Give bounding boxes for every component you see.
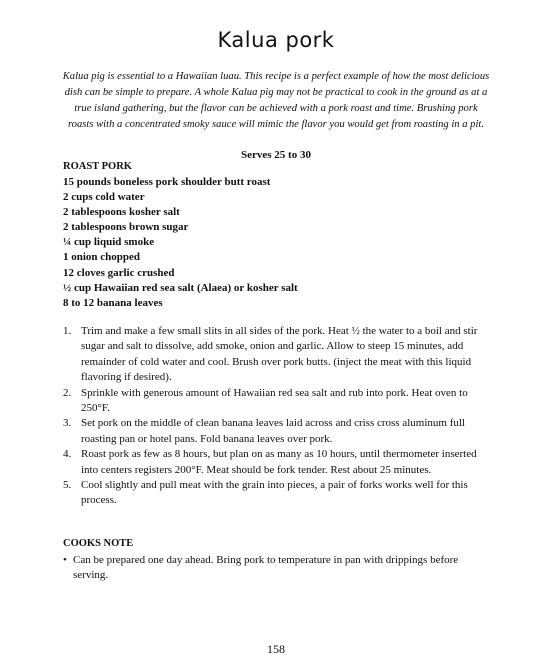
instruction-step	[63, 447, 483, 478]
step-number: 2.	[63, 386, 72, 399]
recipe-title: Kalua pork	[217, 28, 335, 52]
page-number: 158	[267, 642, 285, 656]
instruction-step	[63, 416, 483, 447]
ingredient-list	[63, 175, 298, 311]
servings: Serves 25 to 30	[241, 149, 311, 161]
ingredient-item: 2 cups cold water	[63, 191, 145, 204]
ingredient-item: ½ cup Hawaiian red sea salt (Alaea) or kosher salt	[63, 281, 298, 294]
step-text: Set pork on the middle of clean banana leaves laid across and criss cross aluminum full roasting pan or hotel pans. Fold banana leaves over pork.	[81, 417, 465, 445]
step-text: Trim and make a few small slits in all sides of the pork. Heat ½ the water to a boil and stir sugar and salt to dissolve, add smoke, onion and garlic. Allow to steep 15 minutes, add remainder of cold water and cool. Brush over pork butts. (inject the meat with this liquid flavoring if desired).	[81, 325, 478, 384]
ingredient-item: 2 tablespoons kosher salt	[63, 206, 180, 219]
step-number: 4.	[63, 448, 72, 461]
bullet-icon: •	[63, 554, 67, 566]
instruction-step	[63, 478, 483, 509]
ingredient-item: 2 tablespoons brown sugar	[63, 221, 189, 234]
step-text: Cool slightly and pull meat with the grain into pieces, a pair of forks works well for this process.	[81, 479, 468, 507]
cooks-note-text: Can be prepared one day ahead. Bring pork to temperature in pan with drippings before serving.	[73, 554, 459, 582]
ingredient-item: 12 cloves garlic crushed	[63, 266, 175, 279]
instruction-step	[63, 324, 483, 386]
cooks-note-heading: COOKS NOTE	[63, 538, 134, 549]
ingredient-item: 15 pounds boneless pork shoulder butt roast	[63, 176, 271, 188]
cooks-note-list	[63, 553, 483, 584]
recipe-intro: Kalua pig is essential to a Hawaiian luau. This recipe is a perfect example of how the most delicious dish can be simple to prepare. A whole Kalua pig may not be practical to cook in the ground as at a true island gathering, but the flavor can be achieved with a pork roast and time. Brushing pork roasts with a concentrated smoky sauce will mimic the flavor you would get from roasting in a pit.	[62, 71, 490, 130]
instruction-step	[63, 386, 483, 417]
ingredients-heading: ROAST PORK	[63, 161, 132, 172]
ingredient-item: 8 to 12 banana leaves	[63, 296, 163, 309]
instruction-list	[63, 324, 483, 509]
step-text: Sprinkle with generous amount of Hawaiian red sea salt and rub into pork. Heat oven to 250°F.	[81, 386, 468, 415]
step-text: Roast pork as few as 8 hours, but plan on as many as 10 hours, until thermometer inserted into centers registers 200°F. Meat should be fork tender. Rest about 25 minutes.	[81, 448, 477, 476]
step-number: 3.	[63, 417, 72, 430]
step-number: 1.	[63, 325, 72, 337]
cooks-note-item	[63, 553, 483, 584]
ingredient-item: ¼ cup liquid smoke	[63, 236, 155, 249]
ingredient-item: 1 onion chopped	[63, 251, 141, 264]
step-number: 5.	[63, 479, 72, 492]
